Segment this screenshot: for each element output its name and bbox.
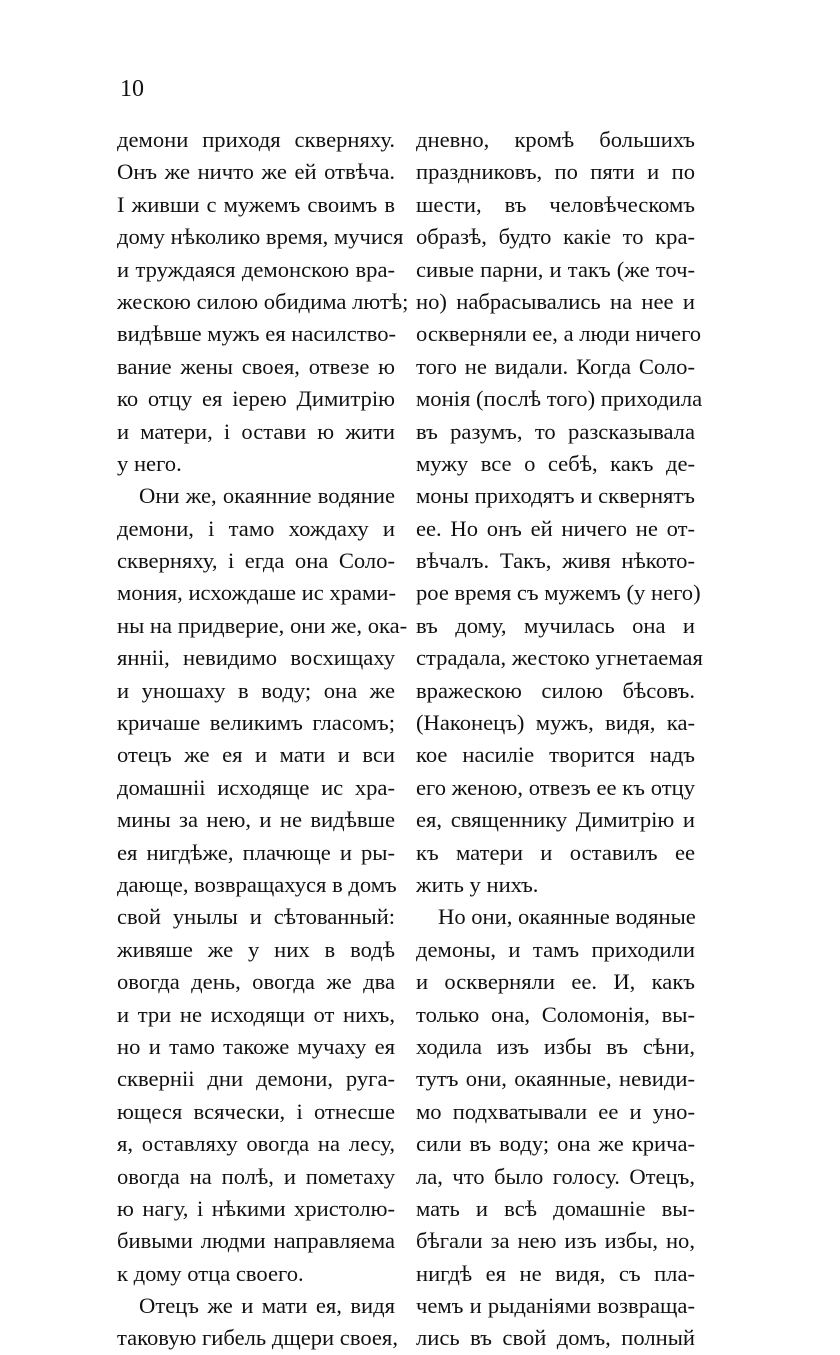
text-line: чемъ и рыданіями возвраща- xyxy=(416,1293,695,1319)
text-line: овогда на полѣ, и пометаху xyxy=(117,1163,395,1189)
text-line: у него. xyxy=(117,450,182,476)
text-line: жить у нихъ. xyxy=(416,871,539,897)
text-line: но) набрасывались на нее и xyxy=(416,288,695,314)
text-line: дающе, возвращахуся в домъ xyxy=(117,871,397,897)
text-line: того не видали. Когда Соло- xyxy=(416,353,695,379)
text-line: вражескою силою бѣсовъ. xyxy=(416,677,695,703)
text-line: кричаше великимъ гласомъ; xyxy=(117,710,395,736)
text-line: страдала, жестоко угнетаемая xyxy=(416,645,703,671)
left-column-text xyxy=(117,124,409,1355)
text-line: и оскверняли ее. И, какъ xyxy=(416,969,695,995)
text-line: ющеся всячески, і отнесше xyxy=(117,1098,395,1124)
text-line: Онъ же ничто же ей отвѣча. xyxy=(117,159,395,185)
text-line: бивыми людми направляема xyxy=(117,1228,395,1254)
text-line: его женою, отвезъ ее къ отцу xyxy=(416,774,695,800)
right-column-text xyxy=(416,124,703,1355)
text-line: образѣ, будто какіе то кра- xyxy=(416,224,695,250)
text-line: ко отцу ея іерею Димитрію xyxy=(117,386,395,412)
text-line: Они же, окаянние водяние xyxy=(139,483,395,509)
text-line: мония, исхождаше ис храми- xyxy=(117,580,396,606)
text-line: бѣгали за нею изъ избы, но, xyxy=(416,1228,695,1254)
text-line: только она, Соломонія, вы- xyxy=(416,1001,695,1027)
text-line: и уношаху в воду; она же xyxy=(117,677,395,703)
text-line: рое время съ мужемъ (у него) xyxy=(416,580,701,606)
text-line: свой унылы и сѣтованный: xyxy=(117,904,395,930)
text-line: мать и всѣ домашніе вы- xyxy=(416,1195,695,1221)
text-line: оскверняли ее, а люди ничего xyxy=(416,321,702,347)
text-line: скверніі дни демони, руга- xyxy=(117,1066,395,1092)
text-line: ходила изъ избы въ сѣни, xyxy=(416,1033,695,1059)
text-line: Отецъ же и мати ея, видя xyxy=(139,1293,395,1319)
text-line: янніі, невидимо восхищаху xyxy=(117,645,395,671)
text-line: домашніі исходяще ис хра- xyxy=(117,774,395,800)
text-line: сивые парни, и такъ (же точ- xyxy=(416,256,695,282)
text-line: дневно, кромѣ большихъ xyxy=(416,127,695,152)
text-line: ее. Но онъ ей ничего не от- xyxy=(416,515,695,541)
text-line: но и тамо такоже мучаху ея xyxy=(117,1033,395,1059)
text-line: овогда день, овогда же два xyxy=(117,969,395,995)
text-line: я, оставляху овогда на лесу, xyxy=(117,1131,395,1157)
text-line: ла, что было голосу. Отецъ, xyxy=(416,1163,695,1189)
text-line: І живши с мужемъ своимъ в xyxy=(117,191,395,217)
text-line: и труждаяся демонскою вра- xyxy=(117,256,395,282)
text-line: въ дому, мучилась она и xyxy=(416,612,695,638)
text-line: таковую гибель дщери своея, xyxy=(117,1325,398,1351)
text-line: ю нагу, і нѣкими христолю- xyxy=(117,1195,395,1221)
text-line: жескою силою обидима лютѣ; xyxy=(117,288,409,314)
text-line: шести, въ человѣческомъ xyxy=(416,191,695,217)
text-line: (Наконецъ) мужъ, видя, ка- xyxy=(416,710,695,736)
text-line: и матери, і остави ю жити xyxy=(117,418,395,444)
text-line: мужу все о себѣ, какъ де- xyxy=(416,450,695,476)
text-line: вѣчалъ. Такъ, живя нѣкото- xyxy=(416,548,695,574)
text-line: сили въ воду; она же крича- xyxy=(416,1131,695,1157)
text-line: демони приходя скверняху. xyxy=(117,127,395,152)
text-line: демони, і тамо хождаху и xyxy=(117,515,395,541)
text-line: ея нигдѣже, плачюще и ры- xyxy=(117,839,395,865)
text-line: мо подхватывали ее и уно- xyxy=(416,1098,695,1124)
text-line: ны на придверие, они же, ока- xyxy=(117,612,408,638)
text-line: скверняху, і егда она Соло- xyxy=(117,548,395,574)
text-line: моны приходятъ и сквернятъ xyxy=(416,483,695,509)
text-line: тутъ они, окаянные, невиди- xyxy=(416,1066,695,1092)
text-line: въ разумъ, то разсказывала xyxy=(416,418,695,444)
text-line: лись въ свой домъ, полный xyxy=(416,1325,695,1351)
text-line: праздниковъ, по пяти и по xyxy=(416,159,695,185)
text-line: видѣвше мужъ ея насилство- xyxy=(117,321,397,347)
text-line: живяше же у них в водѣ xyxy=(117,936,395,962)
page-number: 10 xyxy=(120,76,144,102)
text-line: къ матери и оставилъ ее xyxy=(416,839,695,865)
text-line: кое насиліе творится надъ xyxy=(416,742,695,768)
text-line: нигдѣ ея не видя, съ пла- xyxy=(416,1260,695,1286)
text-line: монія (послѣ того) приходила xyxy=(416,386,703,412)
text-line: демоны, и тамъ приходили xyxy=(416,936,695,962)
text-line: ея, священнику Димитрію и xyxy=(416,807,695,833)
text-line: мины за нею, и не видѣвше xyxy=(117,807,395,833)
text-line: Но они, окаянные водяные xyxy=(438,904,696,930)
text-line: к дому отца своего. xyxy=(117,1260,304,1286)
text-line: дому нѣколико время, мучися xyxy=(117,224,404,250)
text-line: отецъ же ея и мати и вси xyxy=(117,742,395,768)
text-line: и три не исходящи от нихъ, xyxy=(117,1001,395,1027)
text-line: вание жены своея, отвезе ю xyxy=(117,353,395,379)
